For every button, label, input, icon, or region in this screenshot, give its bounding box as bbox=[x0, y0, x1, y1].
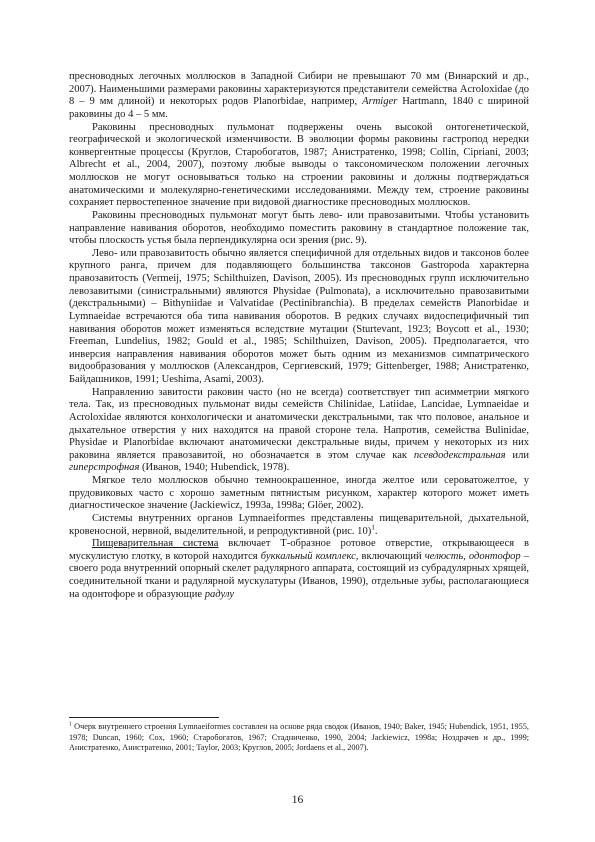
text: , включающий bbox=[355, 550, 425, 562]
text: или bbox=[505, 449, 529, 461]
paragraph-1 bbox=[69, 71, 529, 122]
page-body bbox=[69, 71, 529, 601]
text: , bbox=[463, 550, 469, 562]
text: Направлению завитости раковин часто (но не всегда) соответствует тип асимметрии мягкого тела. Так, из пресноводных пульмонат виды семейств Chilinidae, Latiidae, Lancidae, Lymnaeidae и Acroloxidae являются конхологически и анатомически декстральными, так что половое, анальное и дыхательное отверстия у них находятся на правой стороне тела. Напротив, семейства Bulinidae, Physidae и Planorbidae включают анатомически декстральные виды, причем у некоторых из них раковина является правозавитой, но обозначается в этом случае как bbox=[69, 386, 529, 461]
footnote bbox=[69, 722, 529, 754]
italic-term: радулу bbox=[204, 588, 235, 600]
paragraph-2: Раковины пресноводных пульмонат подвержены очень высокой онтогенетической, географической и экологической изменчивости. В эволюции формы раковины гастропод нередки конвергентные процессы (Круглов, Старобогатов, 1987; Анистратенко, 1998; Collin, Cipriani, 2003; Albrecht et al., 2004, 2007), поэтому любые выводы о таксономическом положении легочных моллюсков не могут основываться только на строении раковины и должны подтверждаться анатомическими и молекулярно-генетическими исследованиями. Между тем, строение раковины сохраняет первостепенное значение при видовой диагностике пресноводных моллюсков. bbox=[69, 121, 529, 209]
text: пресноводных легочных моллюсков в Западной Сибири не превышают 70 мм (Винарский и др., 2007). Наименьшими размерами раковины характеризуются представители семейства Acroloxidae (до 8 – 9 мм длиной) и некоторых родов Planorbidae, например, bbox=[69, 71, 529, 108]
paragraph-5 bbox=[69, 387, 529, 475]
italic-term: псевдодекстральная bbox=[413, 449, 506, 461]
italic-term: зубы bbox=[421, 576, 443, 587]
text: . bbox=[374, 525, 378, 537]
paragraph-6: Мягкое тело моллюсков обычно темноокрашенное, иногда желтое или сероватожелтое, у прудовиковых часто с хорошо заметным пятнистым рисунком, характер которого может иметь диагностическое значение (Jackiewicz, 1993a, 1998a; Glöer, 2002). bbox=[69, 475, 529, 512]
italic-genus: Armiger bbox=[362, 96, 398, 108]
page-number: 16 bbox=[291, 794, 304, 806]
text: Системы внутренних органов Lymnaeiformes представлены пищеварительной, дыхательной, кровеносной, нервной, выделительной, и репродуктивной (рис. 10) bbox=[69, 512, 529, 537]
footnote-separator bbox=[69, 717, 219, 718]
footnote-text: Очерк внутреннего строения Lymnaeiformes составлен на основе ряда сводок (Иванов, 1940; Baker, 1945; Hubendick, 1951, 1955, 1978; Duncan, 1960; Cox, 1960; Старобогатов, 1967; Стадниченко, 1990, 2004; Jackiewicz, 1998a; Ноздрачев и др., 1999; Анистратенко, Анистратенко, 2001; Taylor, 2003; Круглов, 2005; Jordaens et al., 2007). bbox=[69, 722, 529, 753]
italic-term: одонтофор bbox=[468, 550, 521, 562]
italic-term: гиперстрофная bbox=[69, 462, 140, 474]
paragraph-4: Лево- или правозавитость обычно является специфичной для отдельных видов и таксонов более крупного ранга, причем для подавляющего большинства таксонов Gastropoda характерна правозавитость (Vermeij, 1975; Schilthuizen, Davison, 2005). Из пресноводных групп исключительно левозавитыми (синистральными) являются Physidae (Pulmonata), а исключительно правозавитыми (декстральными) – Bithyniidae и Valvatidae (Pectinibranchia). В пределах семейств Planorbidae и Lymnaeidae встречаются оба типа навивания оборотов. В редких случаях видоспецифичный тип навивания оборотов может изменяться вследствие мутации (Sturtevant, 1923; Boycott et al., 1930; Freeman, Lundelius, 1982; Gould et al., 1985; Schilthuizen, Davison, 2005). Предполагается, что инверсия направления навивания оборотов может быть одним из механизмов симпатрического видообразования у моллюсков (Александров, Сергиевский, 1979; Gittenberger, 1988; Анистратенко, Байдашников, 1991; Ueshima, Asami, 2003). bbox=[69, 247, 529, 385]
italic-term: челюсть bbox=[424, 550, 464, 562]
text: Hartmann, 1840 с шириной раковины до 4 – 5 мм. bbox=[69, 96, 529, 120]
paragraph-7 bbox=[69, 513, 529, 538]
text: , располагающиеся на одонтофоре и образующие bbox=[69, 576, 529, 600]
text: включает Т-образное ротовое отверстие, открывающееся в мускулистую глотку, в которой находится bbox=[69, 538, 529, 562]
text: (Иванов, 1940; Hubendick, 1978). bbox=[139, 462, 290, 474]
footnote-ref[interactable]: 1 bbox=[371, 521, 375, 531]
section-heading-inline: Пищеварительная система bbox=[92, 538, 219, 550]
italic-term: буккальный комплекс bbox=[260, 550, 356, 562]
paragraph-8 bbox=[69, 538, 529, 601]
text: – своего рода внутренний опорный скелет радулярного аппарата, состоящий из субрадулярных хрящей, соединительной ткани и радулярной мускулатуры (Иванов, 1990), отдельные bbox=[69, 550, 529, 587]
paragraph-3: Раковины пресноводных пульмонат могут быть лево- или правозавитыми. Чтобы установить направление навивания оборотов, необходимо поместить раковину в стандартное положение так, чтобы плоскость устья была перпендикулярна оси зрения (рис. 9). bbox=[69, 209, 529, 247]
footnote-mark: 1 bbox=[69, 721, 72, 728]
